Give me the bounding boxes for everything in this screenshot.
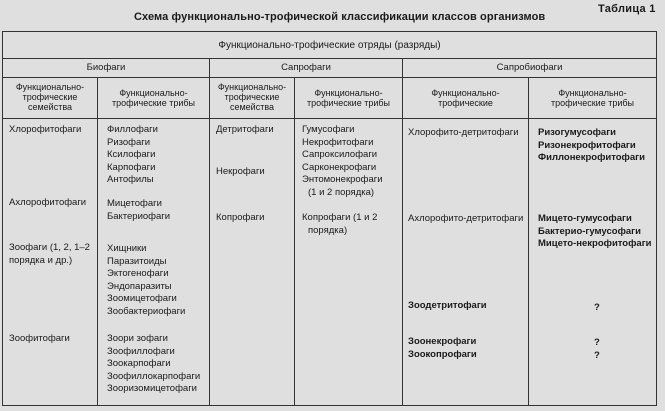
order-biophagi: Биофаги: [86, 62, 126, 73]
order-saprobiophagi: Сапробиофаги: [496, 62, 563, 73]
table-label: Таблица 1: [598, 3, 656, 15]
tribe-list: Гумусофаги Некрофитофаги Сапроксилофаги Сарконекрофаги Энтомонекрофаги (1 и 2 порядка): [302, 124, 383, 198]
tribe-list: Ризогумусофаги Ризонекрофитофаги Филлонекрофитофаги: [538, 127, 645, 164]
page-title: Схема функционально-трофической классификации классов организмов: [134, 11, 546, 23]
unknown-tribe-mark: ?: [594, 337, 600, 348]
family-cell: Зоофитофаги: [9, 333, 70, 344]
unknown-tribe-mark: ?: [594, 302, 600, 313]
col-divider: [402, 58, 403, 405]
col-header-families: Функционально- трофические семейства: [217, 82, 287, 112]
rule-below-col-headers: [3, 118, 656, 119]
col-header-families: Функционально- трофические: [431, 88, 500, 108]
family-cell: Зоонекрофаги: [408, 336, 477, 347]
family-cell: Ахлорофито-детритофаги: [408, 213, 524, 224]
family-cell: Хлорофитофаги: [9, 124, 82, 135]
family-cell: Зоофаги (1, 2, 1–2 порядка и др.): [9, 242, 90, 266]
tribe-list: Хищники Паразитоиды Эктогенофаги Эндопаразиты Зоомицетофаги Зообактериофаги: [107, 243, 186, 317]
unknown-tribe-mark: ?: [594, 350, 600, 361]
family-cell: Копрофаги: [216, 212, 265, 223]
rule-below-top-header: [3, 58, 656, 59]
col-header-tribes: Функционально- трофические трибы: [550, 88, 634, 108]
family-cell: Некрофаги: [216, 166, 265, 177]
family-cell: Зоокопрофаги: [408, 349, 477, 360]
tribe-list: Копрофаги (1 и 2 порядка): [302, 212, 378, 236]
col-header-tribes: Функционально- трофические трибы: [111, 88, 195, 108]
family-cell: Зоодетритофаги: [408, 300, 487, 311]
col-divider: [528, 77, 529, 405]
tribe-list: Зоори зофаги Зоофиллофаги Зоокарпофаги Зоофиллокарпофаги Зооризомицетофаги: [107, 333, 201, 395]
rule-below-orders: [3, 77, 656, 78]
tribe-list: Филлофаги Ризофаги Ксилофаги Карпофаги Антофилы: [107, 124, 158, 186]
top-header: Функционально-трофические отряды (разряды): [218, 40, 441, 51]
tribe-list: Мицето-гумусофаги Бактерио-гумусофаги Мицето-некрофитофаги: [538, 213, 652, 250]
order-saprophagi: Сапрофаги: [281, 62, 331, 73]
family-cell: Детритофаги: [216, 124, 274, 135]
col-divider: [294, 77, 295, 405]
col-divider: [97, 77, 98, 405]
tribe-list: Мицетофаги Бактериофаги: [107, 198, 171, 222]
col-header-families: Функционально- трофические семейства: [15, 82, 85, 112]
col-header-tribes: Функционально- трофические трибы: [306, 88, 390, 108]
family-cell: Хлорофито-детритофаги: [408, 127, 519, 138]
family-cell: Ахлорофитофаги: [9, 197, 87, 208]
